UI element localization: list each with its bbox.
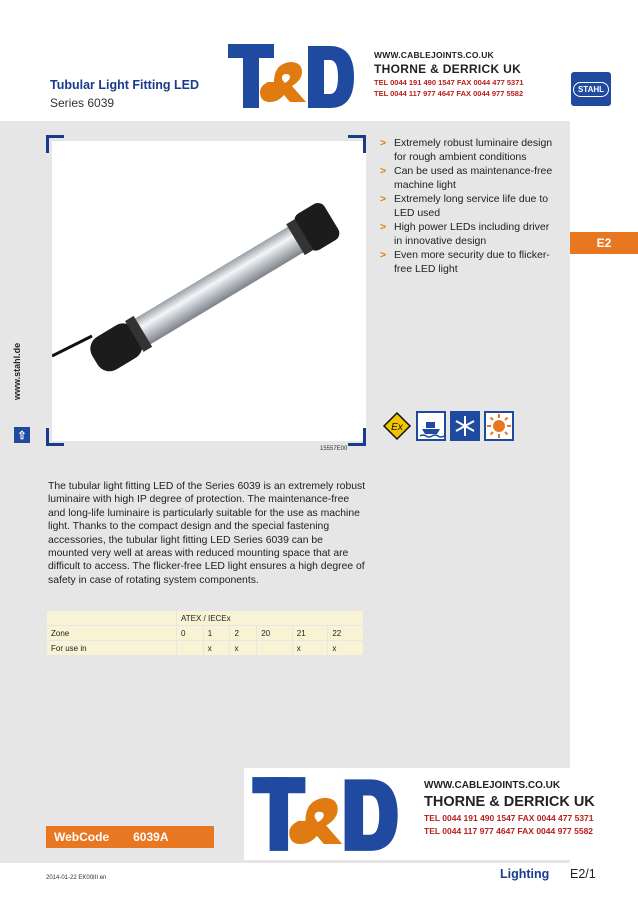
logo-phone-1: TEL 0044 191 490 1547 FAX 0044 477 5371 — [424, 813, 594, 823]
frame-corner-br — [348, 428, 366, 446]
footer-category: Lighting — [500, 867, 550, 881]
tubular-light-image — [52, 141, 366, 441]
feature-list — [380, 137, 555, 277]
table-header-atex: ATEX / IECEx — [177, 611, 364, 626]
logo-phone-2: TEL 0044 117 977 4647 FAX 0044 977 5582 — [374, 89, 524, 98]
bullet-arrow-icon: > — [380, 249, 387, 261]
bullet-arrow-icon: > — [380, 193, 387, 205]
feature-item: > Even more security due to flicker-free LED light — [380, 249, 550, 275]
table-row — [47, 626, 364, 641]
webcode-badge[interactable] — [46, 826, 214, 848]
logo-phone-2: TEL 0044 117 977 4647 FAX 0044 977 5582 — [424, 826, 594, 836]
frame-corner-bl — [46, 428, 64, 446]
logo-company: THORNE & DERRICK UK — [424, 794, 595, 810]
logo-text-block — [424, 780, 638, 836]
stahl-badge-label: STAHL — [573, 82, 609, 97]
certification-icons — [382, 411, 514, 441]
logo-website: WWW.CABLEJOINTS.CO.UK — [374, 50, 494, 60]
td-logo-icon — [250, 774, 400, 854]
company-logo-bottom — [244, 768, 638, 860]
snowflake-cold-icon — [450, 411, 480, 441]
stahl-badge — [571, 72, 611, 106]
atex-zone-table — [46, 610, 364, 656]
feature-item: > High power LEDs including driver in innovative design — [380, 221, 550, 247]
use-cell: x — [328, 641, 364, 656]
zone-cell: 2 — [230, 626, 257, 641]
zone-cell: 0 — [177, 626, 204, 641]
footer-date: 2014-01-22 EK00III en — [46, 875, 107, 881]
use-cell: x — [203, 641, 230, 656]
zone-label: Zone — [47, 626, 177, 641]
photo-code: 15557E00 — [320, 446, 348, 452]
use-cell — [257, 641, 293, 656]
use-cell: x — [292, 641, 328, 656]
section-tab-e2[interactable]: E2 — [570, 232, 638, 254]
svg-text:Ex: Ex — [391, 422, 403, 433]
frame-corner-tl — [46, 135, 64, 153]
logo-phone-1: TEL 0044 191 490 1547 FAX 0044 477 5371 — [374, 78, 524, 87]
use-cell: x — [230, 641, 257, 656]
zone-cell: 22 — [328, 626, 364, 641]
marine-ship-icon — [416, 411, 446, 441]
table-cell — [47, 611, 177, 626]
td-logo-icon — [226, 42, 356, 110]
product-description: The tubular light fitting LED of the Series 6039 is an extremely robust luminaire with high IP degree of protection. The maintenance-free and long-life luminaire is particularly suitable for the use as machine light. Thanks to the compact design and the special fastening accessories, the tubular light fitting LED Series 6039 can be mounted very well at areas with reduced mounting space that are difficult to access. The flicker-free LED light ensures a high degree of safety in case of rotating system components. — [48, 481, 366, 586]
logo-text-block — [374, 50, 564, 98]
table-row — [47, 641, 364, 656]
company-logo-top — [226, 40, 556, 112]
feature-item: > Can be used as maintenance-free machine light — [380, 165, 553, 191]
product-photo — [52, 141, 366, 441]
use-cell — [177, 641, 204, 656]
logo-company: THORNE & DERRICK UK — [374, 62, 522, 76]
bullet-arrow-icon: > — [380, 221, 387, 233]
bullet-arrow-icon: > — [380, 165, 387, 177]
page-subtitle: Series 6039 — [50, 96, 115, 110]
table-row — [47, 611, 364, 626]
feature-item: > Extremely robust luminaire design for rough ambient conditions — [380, 137, 553, 163]
ex-atex-icon — [382, 411, 412, 441]
side-url-link[interactable]: www.stahl.de — [12, 342, 22, 400]
feature-item: > Extremely long service life due to LED used — [380, 193, 549, 219]
bullet-arrow-icon: > — [380, 137, 387, 149]
footer-page-number: E2/1 — [570, 867, 596, 881]
zone-cell: 21 — [292, 626, 328, 641]
logo-website: WWW.CABLEJOINTS.CO.UK — [424, 780, 561, 791]
use-label: For use in — [47, 641, 177, 656]
arrow-up-icon[interactable]: ⇧ — [14, 427, 30, 443]
page-title: Tubular Light Fitting LED — [50, 78, 200, 92]
zone-cell: 20 — [257, 626, 293, 641]
sun-heat-icon — [484, 411, 514, 441]
zone-cell: 1 — [203, 626, 230, 641]
frame-corner-tr — [348, 135, 366, 153]
webcode-label: WebCode — [54, 830, 110, 844]
webcode-value: 6039A — [133, 830, 169, 844]
